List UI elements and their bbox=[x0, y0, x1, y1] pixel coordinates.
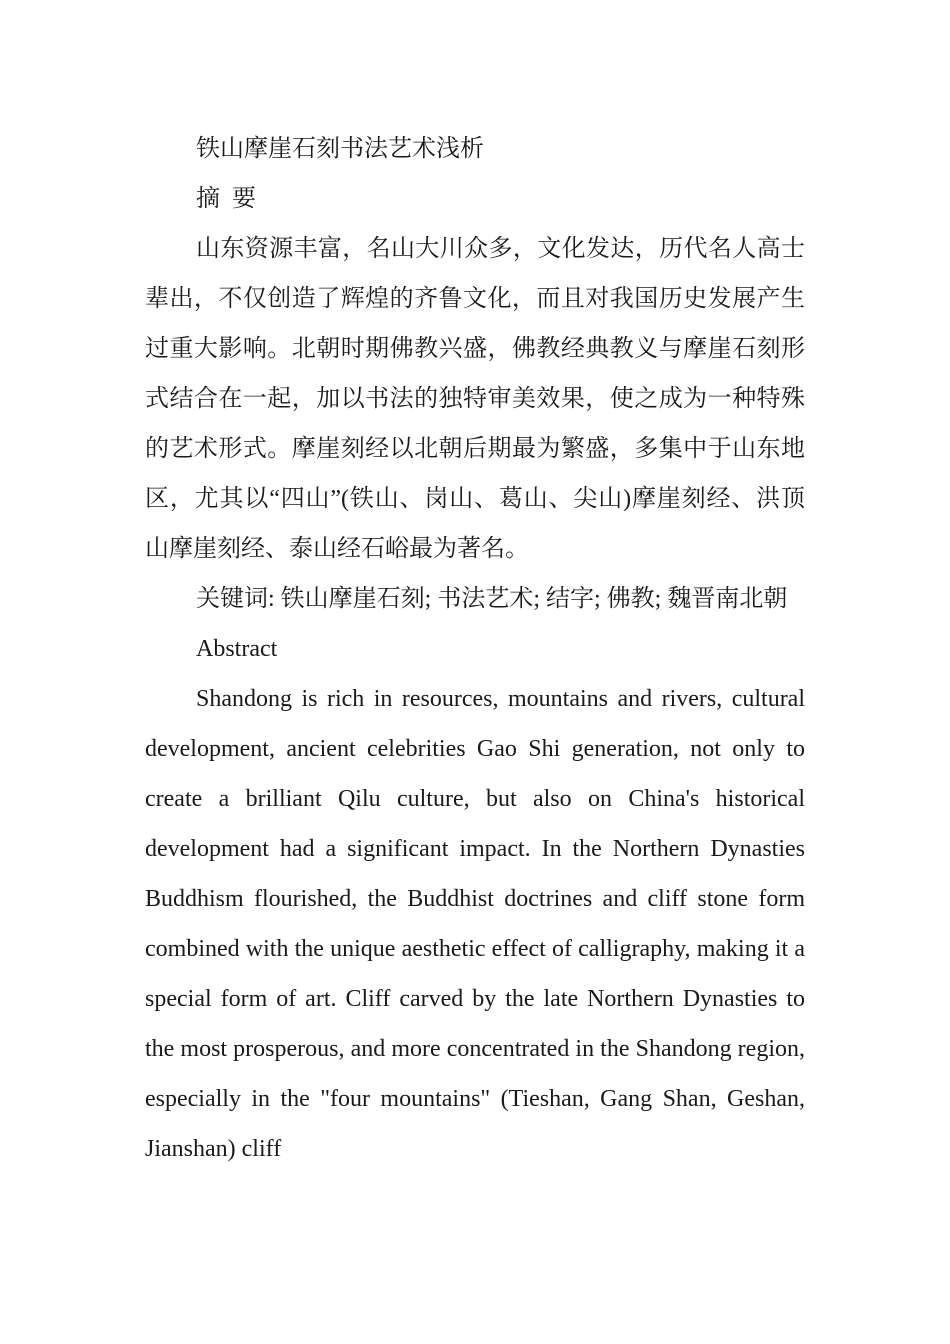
document-title: 铁山摩崖石刻书法艺术浅析 bbox=[196, 136, 484, 162]
abstract-en-heading: Abstract bbox=[196, 636, 278, 662]
abstract-cn-body: 山东资源丰富，名山大川众多，文化发达，历代名人高士辈出，不仅创造了辉煌的齐鲁文化，而且对我国历史发展产生过重大影响。北朝时期佛教兴盛，佛教经典教义与摩崖石刻形式结合在一起，加以书法的独特审美效果，使之成为一种特殊的艺术形式。摩崖刻经以北朝后期最为繁盛，多集中于山东地区，尤其以“四山”(铁山、岗山、葛山、尖山)摩崖刻经、洪顶山摩崖刻经、泰山经石峪最为著名。 bbox=[145, 236, 805, 562]
document-page bbox=[145, 124, 805, 1174]
abstract-cn-heading: 摘 要 bbox=[196, 186, 256, 212]
abstract-en-body: Shandong is rich in resources, mountains and rivers, cultural development, ancient celebrities Gao Shi generation, not only to create a brilliant Qilu culture, but also on China's historical development had a significant impact. In the Northern Dynasties Buddhism flourished, the Buddhist doctrines and cliff stone form combined with the unique aesthetic effect of calligraphy, making it a special form of art. Cliff carved by the late Northern Dynasties to the most prosperous, and more concentrated in the Shandong region, especially in the "four mountains" (Tieshan, Gang Shan, Geshan, Jianshan) cliff bbox=[145, 686, 805, 1162]
keywords: 关键词: 铁山摩崖石刻; 书法艺术; 结字; 佛教; 魏晋南北朝 bbox=[196, 586, 788, 612]
